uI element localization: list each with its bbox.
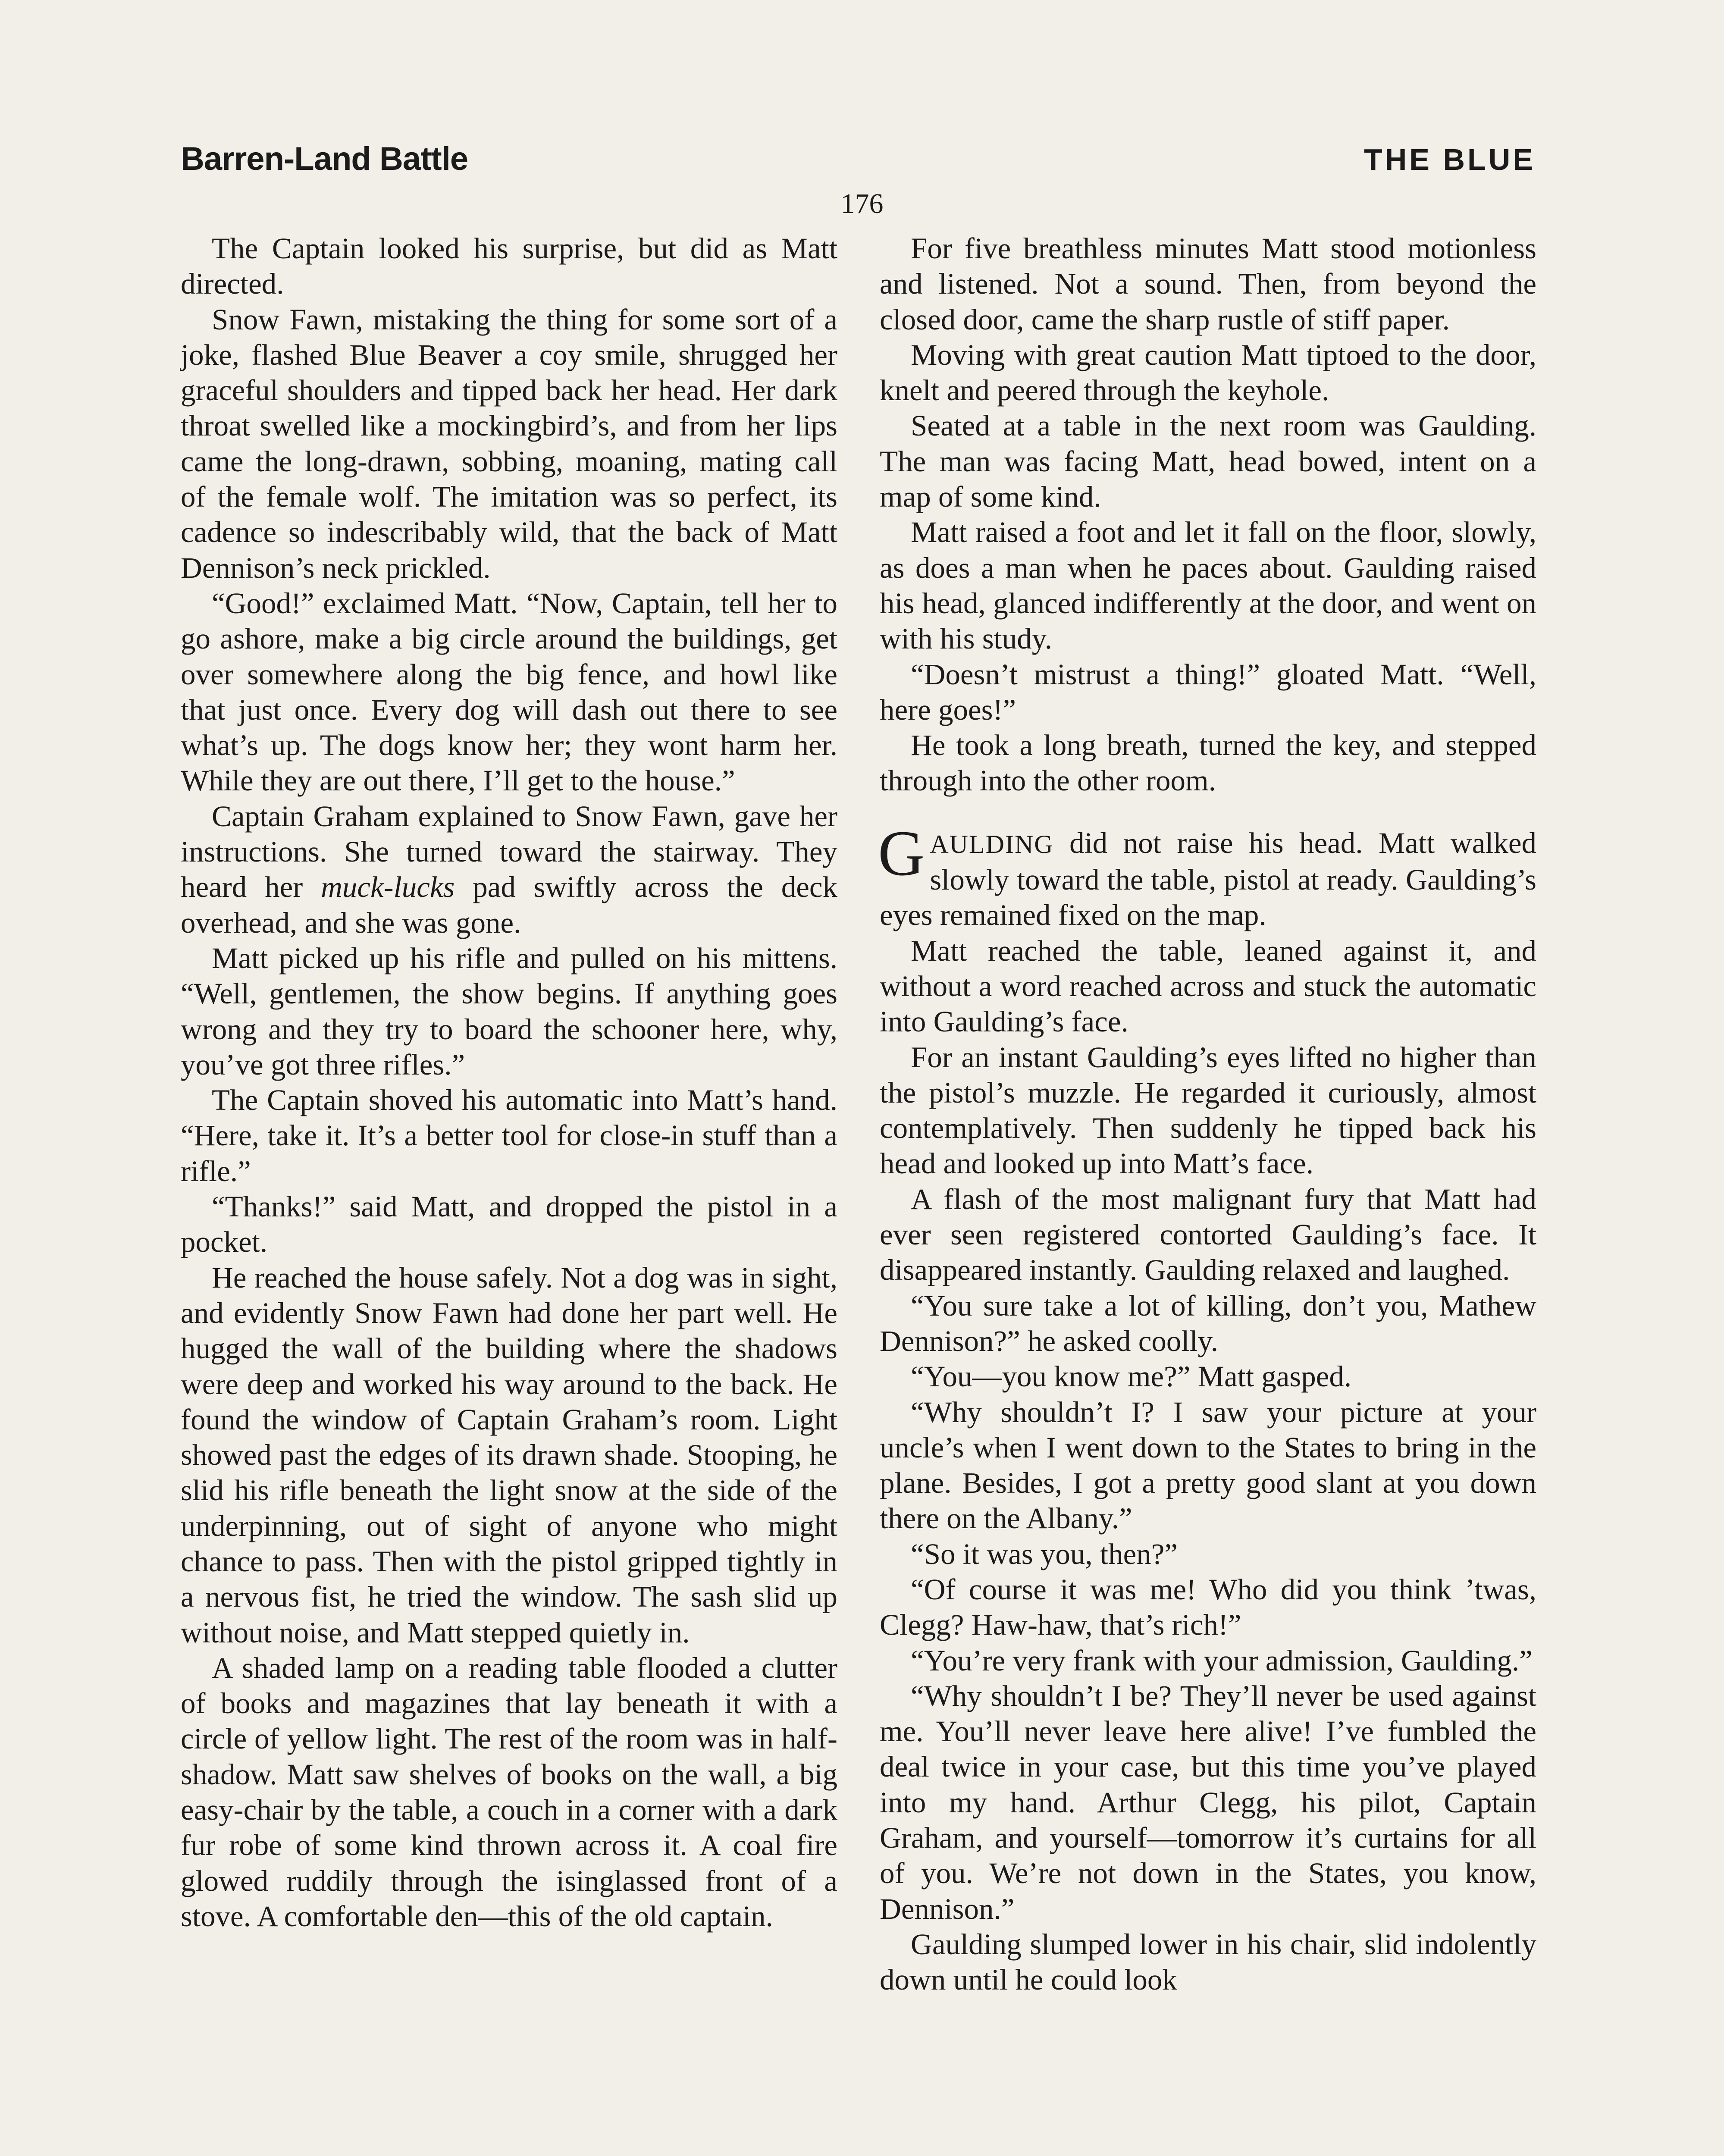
paragraph: Moving with great caution Matt tiptoed to the door, knelt and peered through the keyhole. (880, 338, 1536, 407)
paragraph: “You—you know me?” Matt gasped. (911, 1360, 1352, 1393)
page-number: 176 (840, 188, 884, 219)
text-span: pad swiftly across the deck overhead, and she was gone. (181, 871, 837, 939)
right-column (880, 231, 1536, 1998)
paragraph: Matt reached the table, leaned against it, and without a word reached across and stuck the automatic into Gaulding’s face. (880, 934, 1536, 1038)
paragraph: Matt picked up his rifle and pulled on his mittens. “Well, gentlemen, the show begins. If anything goes wrong and they try to board the schooner here, why, you’ve got three rifles.” (181, 941, 837, 1081)
paragraph: For five breathless minutes Matt stood motionless and listened. Not a sound. Then, from beyond the closed door, came the sharp rustle of stiff paper. (880, 232, 1536, 336)
text-span: Captain Graham explained to Snow Fawn, gave her instructions. She turned toward the stairway. They heard her (181, 799, 837, 904)
story-title: Barren-Land Battle (181, 141, 468, 177)
paragraph: Matt raised a foot and let it fall on the floor, slowly, as does a man when he paces about. Gaulding raised his head, glanced indifferently at the door, and went on with his study. (880, 516, 1536, 655)
paragraph: “You sure take a lot of killing, don’t you, Mathew Dennison?” he asked coolly. (880, 1289, 1536, 1357)
paragraph (181, 799, 837, 940)
text-span: did not raise his head. Matt walked slowly toward the table, pistol at ready. Gaulding’s eyes remained fixed on the map. (880, 826, 1536, 932)
paragraph: Seated at a table in the next room was Gaulding. The man was facing Matt, head bowed, intent on a map of some kind. (880, 409, 1536, 514)
magazine-title: THE BLUE (1364, 143, 1536, 176)
paragraph: “Good!” exclaimed Matt. “Now, Captain, tell her to go ashore, make a big circle around the buildings, get over somewhere along the big fence, and howl like that just once. Every dog will dash out there to see what’s up. The dogs know her; they wont harm her. While they are out there, I’ll get to the house.” (181, 586, 837, 797)
paragraph: The Captain looked his surprise, but did as Matt directed. (181, 232, 837, 301)
left-column (181, 231, 837, 1934)
paragraph: “You’re very frank with your admission, Gaulding.” (911, 1644, 1533, 1677)
section-opening-paragraph (878, 817, 1536, 933)
paragraph: “Why shouldn’t I? I saw your picture at your uncle’s when I went down to the States to bring in the plane. Besides, I got a pretty good slant at you down there on the Albany.” (880, 1395, 1536, 1535)
paragraph: He took a long breath, turned the key, and stepped through into the other room. (880, 729, 1536, 797)
drop-cap: G (878, 817, 925, 889)
paragraph: Snow Fawn, mistaking the thing for some sort of a joke, flashed Blue Beaver a coy smile, shrugged her graceful shoulders and tipped back her head. Her dark throat swelled like a mockingbird’s, and from her lips came the long-drawn, sobbing, moaning, mating call of the female wolf. The imitation was so perfect, its cadence so indescribably wild, that the back of Matt Dennison’s neck prickled. (181, 303, 837, 584)
paragraph: “Of course it was me! Who did you think ’twas, Clegg? Haw-haw, that’s rich!” (880, 1573, 1536, 1642)
paragraph: “Why shouldn’t I be? They’ll never be used against me. You’ll never leave here alive! I’ve fumbled the deal twice in your case, but this time you’ve played into my hand. Arthur Clegg, his pilot, Captain Graham, and yourself—tomorrow it’s curtains for all of you. We’re not down in the States, you know, Dennison.” (880, 1679, 1536, 1925)
italic-term: muck-lucks (321, 871, 455, 904)
paragraph: “Doesn’t mistrust a thing!” gloated Matt. “Well, here goes!” (880, 658, 1536, 726)
paragraph: Gaulding slumped lower in his chair, slid indolently down until he could look (880, 1927, 1536, 1996)
small-caps-word: AULDING (930, 830, 1054, 859)
paragraph: “So it was you, then?” (911, 1537, 1178, 1570)
paragraph: “Thanks!” said Matt, and dropped the pistol in a pocket. (181, 1190, 837, 1259)
paragraph: For an instant Gaulding’s eyes lifted no higher than the pistol’s muzzle. He regarded it curiously, almost contemplatively. Then suddenly he tipped back his head and looked up into Matt’s face. (880, 1040, 1536, 1180)
paragraph: The Captain shoved his automatic into Matt’s hand. “Here, take it. It’s a better tool for close-in stuff than a rifle.” (181, 1084, 837, 1188)
paragraph: He reached the house safely. Not a dog was in sight, and evidently Snow Fawn had done her part well. He hugged the wall of the building where the shadows were deep and worked his way around to the back. He found the window of Captain Graham’s room. Light showed past the edges of its drawn shade. Stooping, he slid his rifle beneath the light snow at the side of the underpinning, out of sight of anyone who might chance to pass. Then with the pistol gripped tightly in a nervous fist, he tried the window. The sash slid up without noise, and Matt stepped quietly in. (181, 1261, 837, 1649)
paragraph: A shaded lamp on a reading table flooded a clutter of books and magazines that lay beneath it with a circle of yellow light. The rest of the room was in half-shadow. Matt saw shelves of books on the wall, a big easy-chair by the table, a couch in a corner with a dark fur robe of some kind thrown across it. A coal fire glowed ruddily through the isinglassed front of a stove. A comfortable den—this of the old captain. (181, 1651, 837, 1933)
paragraph: A flash of the most malignant fury that Matt had ever seen registered contorted Gaulding’s face. It disappeared instantly. Gaulding relaxed and laughed. (880, 1182, 1536, 1287)
